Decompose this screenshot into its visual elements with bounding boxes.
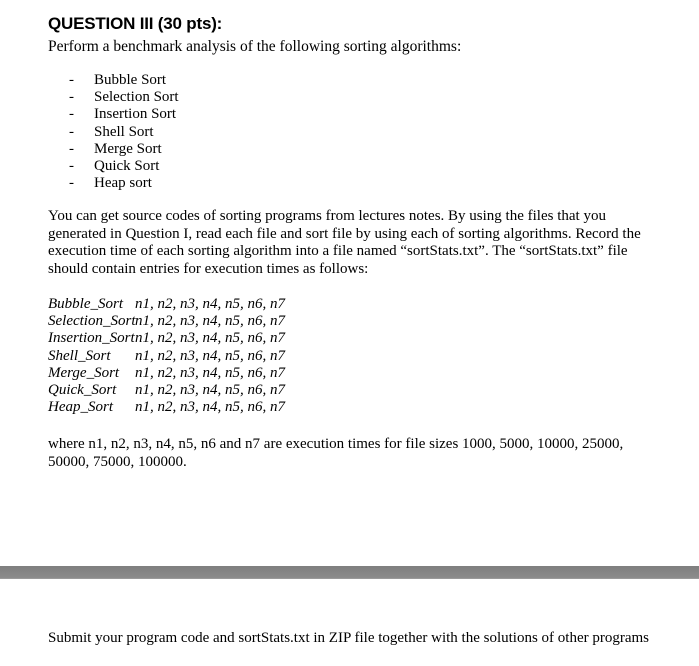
sortstats-format-block [48, 296, 285, 416]
paragraph-line: You can get source codes of sorting programs from lectures notes. By using the files that you [48, 208, 606, 224]
question-title: QUESTION III (30 pts): [48, 14, 223, 33]
list-item [69, 158, 179, 175]
stats-values: n1, n2, n3, n4, n5, n6, n7 [135, 399, 285, 416]
stats-values: n1, n2, n3, n4, n5, n6, n7 [135, 347, 285, 364]
stats-algorithm-name: Selection_Sort [48, 313, 136, 330]
dash-bullet: - [69, 89, 74, 106]
dash-bullet: - [69, 72, 74, 88]
stats-algorithm-name: Shell_Sort [48, 347, 111, 364]
question-intro: Perform a benchmark analysis of the following sorting algorithms: [48, 38, 462, 55]
list-item [69, 124, 179, 141]
list-item [69, 106, 179, 123]
dash-bullet: - [69, 157, 74, 174]
stats-algorithm-name: Bubble_Sort [48, 296, 123, 312]
stats-row [48, 399, 285, 416]
stats-values: n1, n2, n3, n4, n5, n6, n7 [135, 313, 285, 330]
stats-row [48, 296, 285, 313]
stats-row [48, 348, 285, 365]
stats-values: n1, n2, n3, n4, n5, n6, n7 [135, 330, 285, 347]
stats-algorithm-name: Insertion_Sort [48, 330, 135, 347]
note-line: where n1, n2, n3, n4, n5, n6 and n7 are execution times for file sizes 1000, 5000, 10000, 25000, [48, 436, 624, 452]
file-sizes-note [48, 436, 623, 471]
list-item [69, 141, 179, 158]
stats-algorithm-name: Quick_Sort [48, 381, 117, 398]
list-item [69, 175, 179, 192]
algorithm-label: Selection Sort [94, 89, 179, 106]
instructions-paragraph [48, 208, 658, 278]
paragraph-line: should contain entries for execution times as follows: [48, 260, 369, 277]
algorithm-label: Bubble Sort [94, 72, 167, 88]
stats-values: n1, n2, n3, n4, n5, n6, n7 [135, 381, 285, 398]
note-line: 50000, 75000, 100000. [48, 453, 187, 470]
list-item [69, 72, 179, 89]
paragraph-line: generated in Question I, read each file and sort file by using each of sorting algorithms. Record the [48, 225, 641, 242]
stats-row [48, 382, 285, 399]
stats-row [48, 313, 285, 330]
algorithm-label: Heap sort [94, 175, 152, 192]
algorithm-label: Merge Sort [94, 140, 162, 157]
section-divider [0, 566, 699, 579]
stats-row [48, 330, 285, 347]
dash-bullet: - [69, 106, 74, 123]
algorithm-label: Shell Sort [94, 123, 154, 140]
dash-bullet: - [69, 140, 74, 157]
stats-algorithm-name: Merge_Sort [48, 364, 120, 381]
stats-row [48, 365, 285, 382]
list-item [69, 89, 179, 106]
algorithm-label: Insertion Sort [94, 106, 177, 123]
algorithm-label: Quick Sort [94, 157, 160, 174]
submission-instructions: Submit your program code and sortStats.txt in ZIP file together with the solutions of other programs [48, 630, 650, 646]
paragraph-line: execution time of each sorting algorithm into a file named “sortStats.txt”. The “sortStats.txt” file [48, 243, 628, 260]
dash-bullet: - [69, 175, 74, 192]
stats-algorithm-name: Heap_Sort [48, 399, 113, 416]
algorithm-list [69, 72, 179, 192]
stats-values: n1, n2, n3, n4, n5, n6, n7 [135, 364, 285, 381]
stats-values: n1, n2, n3, n4, n5, n6, n7 [135, 296, 285, 312]
dash-bullet: - [69, 123, 74, 140]
